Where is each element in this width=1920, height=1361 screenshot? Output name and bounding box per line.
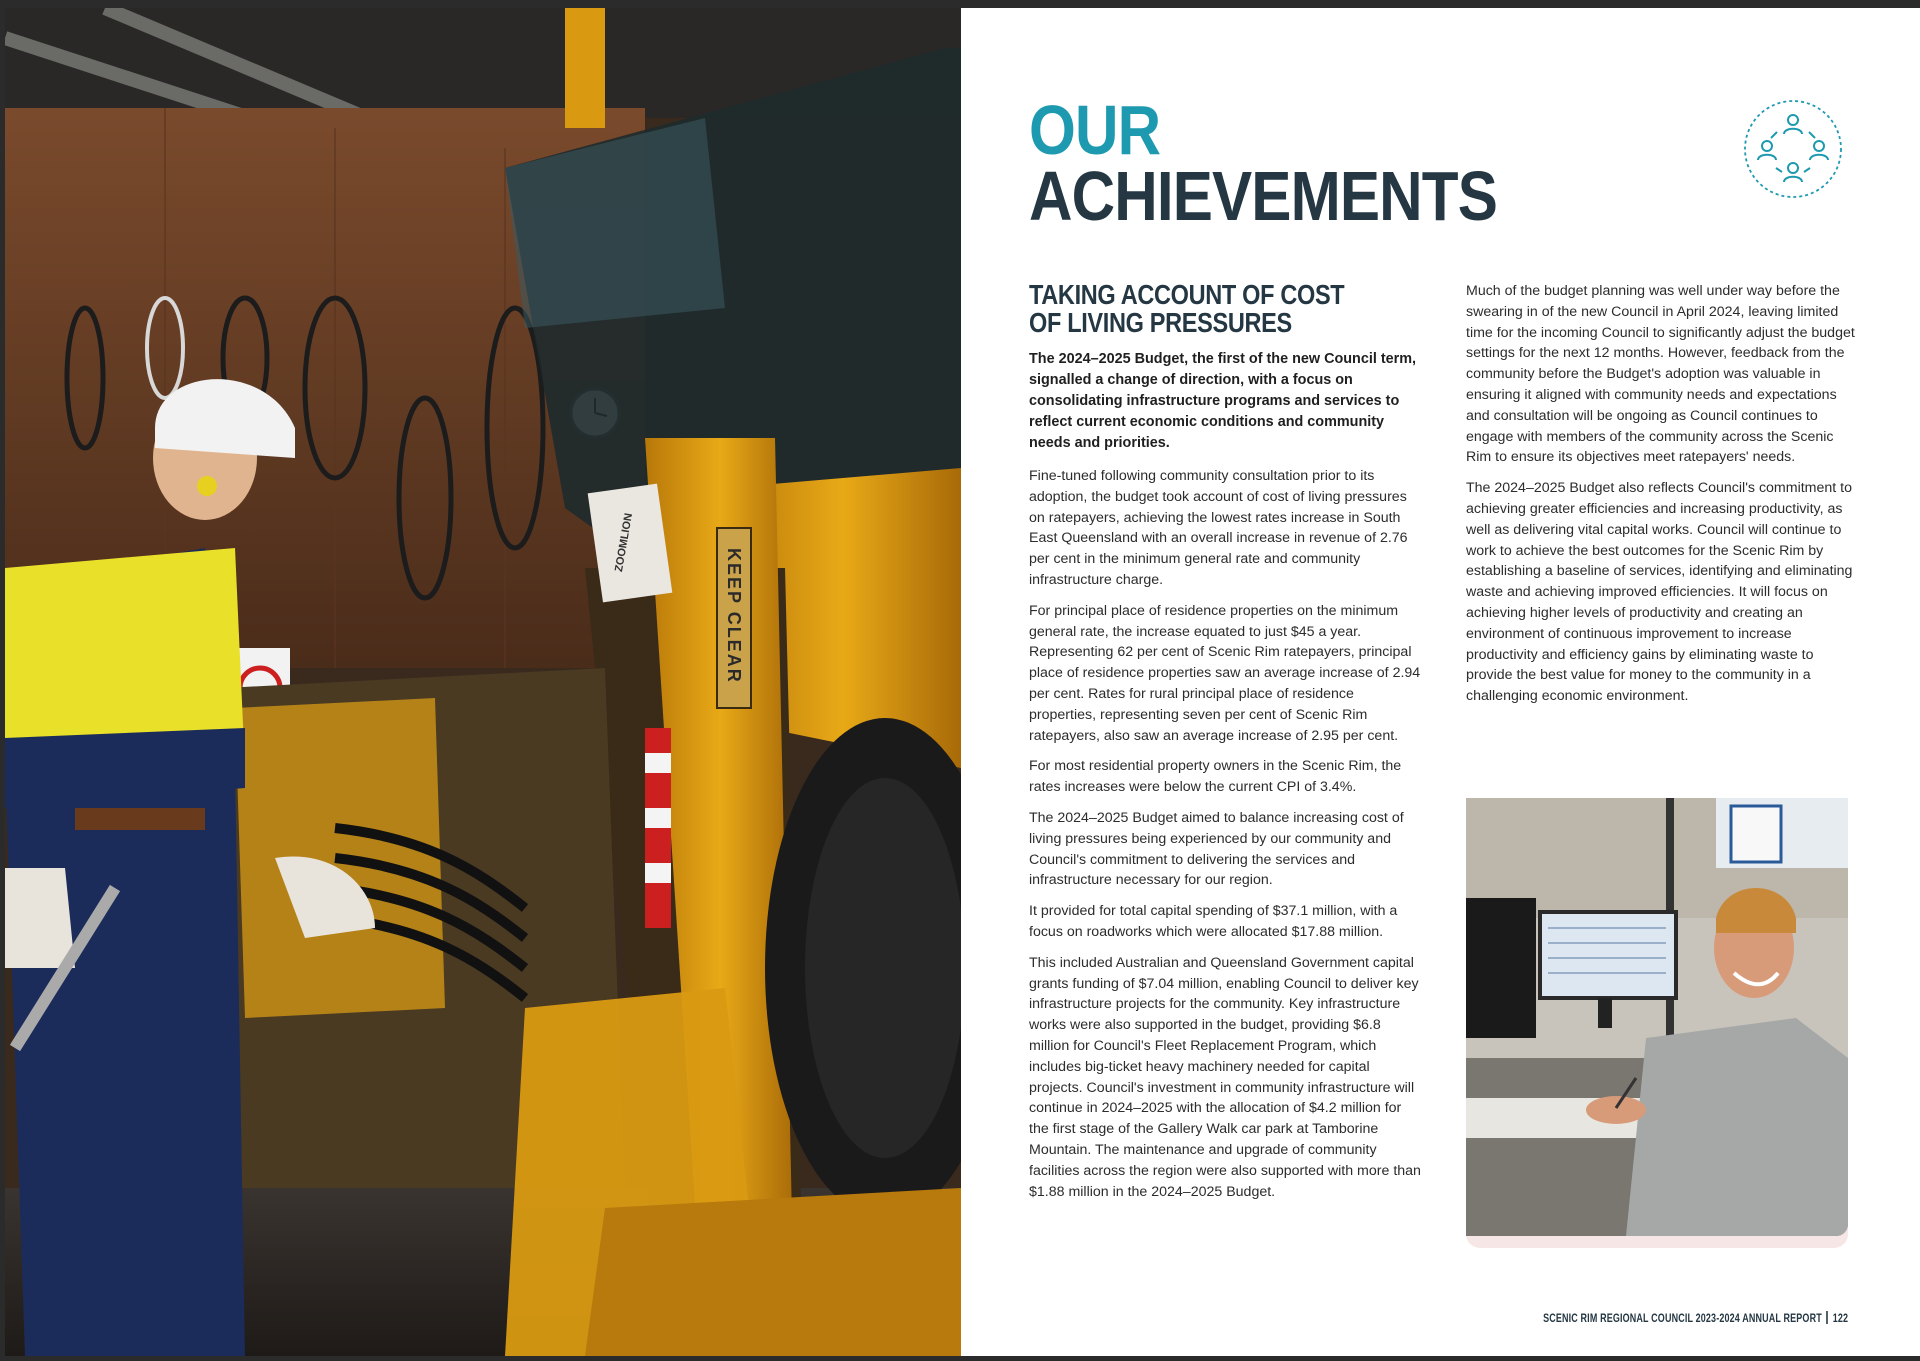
machine-plate-text: ZOOMLION (612, 512, 636, 573)
monitor-left (1466, 898, 1536, 1038)
right-column (1466, 281, 1858, 717)
report-page (961, 8, 1920, 1356)
office-photo-illustration (1466, 798, 1848, 1236)
page-title-line1: OUR (1029, 91, 1161, 169)
lead-paragraph: The 2024–2025 Budget, the first of the new Council term, signalled a change of direction, with a focus on consolidating infrastructure programs and services to reflect current economic conditions and community needs and priorities. (1029, 351, 1417, 451)
workshop-photo-illustration (5, 8, 961, 1356)
page-number: 122 (1832, 1313, 1848, 1325)
body-paragraph: For principal place of residence properties on the minimum general rate, the increase equated to just $45 a year. Representing 62 per cent of Scenic Rim ratepayers, principal place of residence properties saw an average increase of 2.94 per cent. Rates for rural principal place of residence properties, representing seven per cent of Scenic Rim ratepayers, also saw an average increase of 2.95 per cent. (1029, 602, 1421, 744)
body-paragraph: Fine-tuned following community consultation prior to its adoption, the budget took account of cost of living pressures on ratepayers, achieving the lowest rates increase in South East Queensland with an overall increase in revenue of 2.76 per cent in the minimum general rate and community infrastructure charge. (1029, 468, 1408, 588)
body-paragraph: The 2024–2025 Budget aimed to balance increasing cost of living pressures being experienced by our community and Council's commitment to delivering the services and infrastructure necessary for our region. (1029, 809, 1404, 889)
footer-text: SCENIC RIM REGIONAL COUNCIL 2023-2024 ANNUAL REPORT (1542, 1313, 1822, 1325)
page-footer (1543, 1311, 1848, 1325)
section-heading-line2: OF LIVING PRESSURES (1029, 307, 1292, 338)
keep-clear-label: KEEP CLEAR (724, 548, 744, 684)
section-heading-line1: TAKING ACCOUNT OF COST (1029, 279, 1345, 310)
body-paragraph: For most residential property owners in the Scenic Rim, the rates increases were below the current CPI of 3.4%. (1029, 758, 1402, 796)
community-people-icon (1742, 98, 1844, 200)
page-title (1029, 91, 1497, 235)
footer-divider (1826, 1311, 1828, 1324)
body-paragraph: The 2024–2025 Budget also reflects Council's commitment to achieving greater efficiencies and increasing productivity, as well as delivering vital capital works. Council will continue to work to achieve the best outcomes for the Scenic Rim by establishing a baseline of services, identifying and eliminating waste and achieving improved efficiencies. It will focus on achieving higher levels of productivity and creating an environment of continuous improvement to increase productivity and efficiency gains by eliminating waste to provide the best value for money to the community in a challenging economic environment. (1466, 480, 1853, 705)
body-paragraph: This included Australian and Queensland Government capital grants funding of $7.04 million, enabling Council to deliver key infrastructure projects for the community. Key infrastructure works were also supported in the budget, providing $6.8 million for Council's Fleet Replacement Program, which includes big-ticket heavy machinery needed for capital projects. Council's investment in community infrastructure will continue in 2024–2025 with the allocation of $4.2 million for the first stage of the Gallery Walk car park at Tamborine Mountain. The maintenance and upgrade of community facilities across the region were also supported with more than $1.88 million in the 2024–2025 Budget. (1029, 954, 1421, 1200)
workshop-photo (5, 8, 961, 1356)
section-heading (1029, 281, 1424, 337)
page-title-line2: ACHIEVEMENTS (1029, 156, 1497, 235)
office-photo (1466, 798, 1848, 1236)
body-paragraph: It provided for total capital spending of $37.1 million, with a focus on roadworks which were allocated $17.88 million. (1029, 903, 1398, 940)
left-column (1029, 281, 1421, 1212)
body-paragraph: Much of the budget planning was well under way before the swearing in of the new Council in April 2024, leaving limited time for the incoming Council to significantly adjust the budget settings for the next 12 months. However, feedback from the community before the Budget's adoption was valuable in ensuring it aligned with community needs and expectations and consultation will be ongoing as Council continues to engage with members of the community across the Scenic Rim to ensure its objectives meet ratepayers' needs. (1466, 283, 1855, 466)
